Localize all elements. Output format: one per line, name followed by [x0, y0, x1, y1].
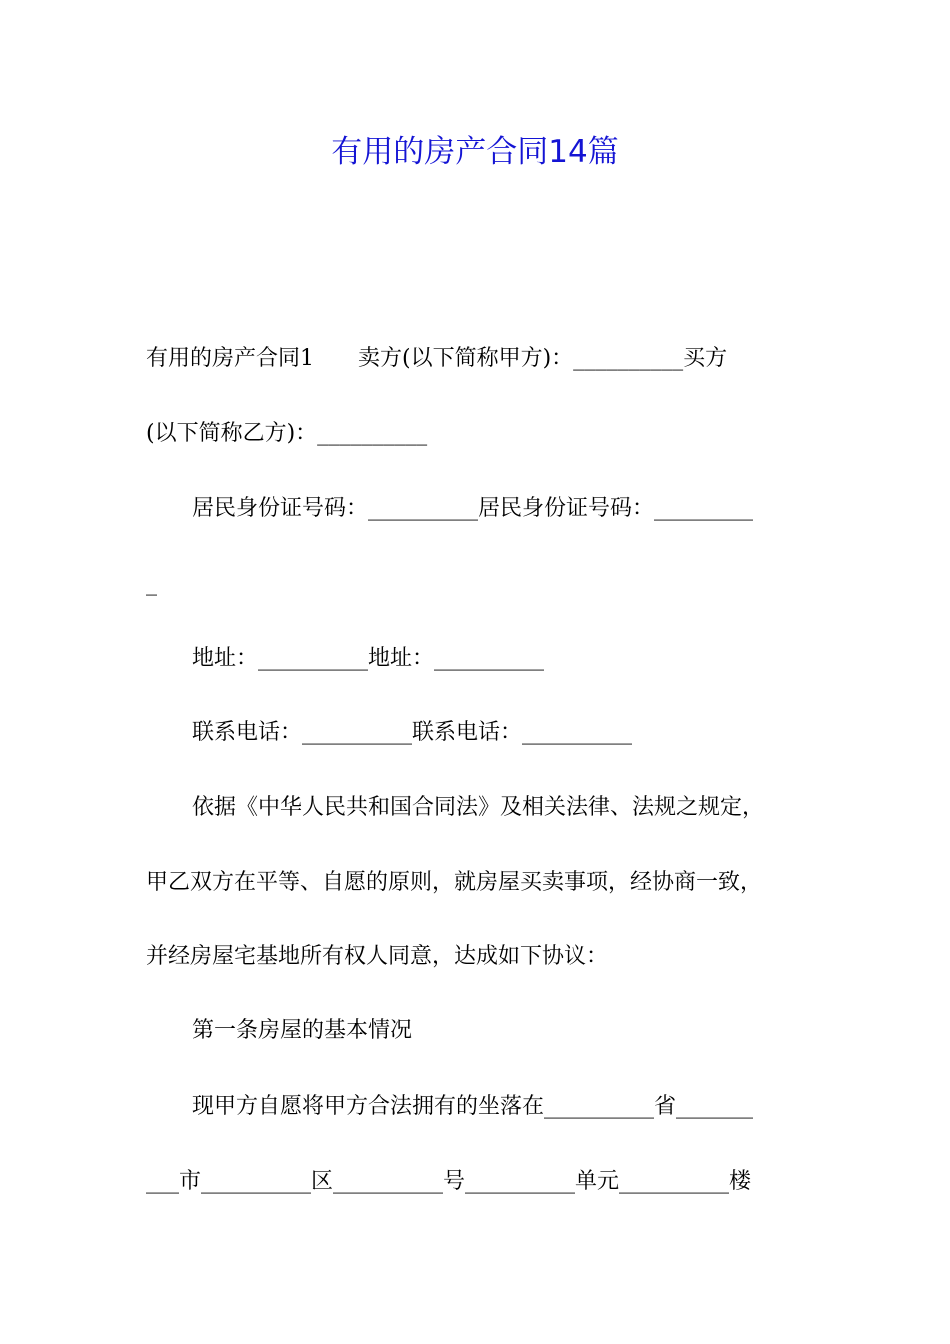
contract-line-6: 联系电话：__________联系电话：__________: [192, 720, 633, 745]
document-title: 有用的房产合同14篇: [331, 134, 619, 170]
contract-line-5: 地址：__________地址：__________: [192, 646, 545, 671]
contract-line-1: 有用的房产合同1 卖方(以下简称甲方)：__________买方: [146, 346, 728, 371]
contract-line-12: ___市__________区__________号__________单元__________楼: [146, 1169, 752, 1194]
contract-line-7: 依据《中华人民共和国合同法》及相关法律、法规之规定，: [192, 795, 765, 820]
contract-line-4: _: [146, 571, 157, 596]
section-heading-1: 第一条房屋的基本情况: [192, 1018, 413, 1043]
contract-line-8: 甲乙双方在平等、自愿的原则，就房屋买卖事项，经协商一致，: [146, 870, 763, 895]
contract-line-2: (以下简称乙方)：__________: [146, 421, 428, 446]
contract-line-11: 现甲方自愿将甲方合法拥有的坐落在__________省_______: [192, 1094, 754, 1119]
contract-line-9: 并经房屋宅基地所有权人同意，达成如下协议：: [146, 944, 609, 969]
contract-line-3: 居民身份证号码：__________居民身份证号码：_________: [192, 496, 754, 521]
